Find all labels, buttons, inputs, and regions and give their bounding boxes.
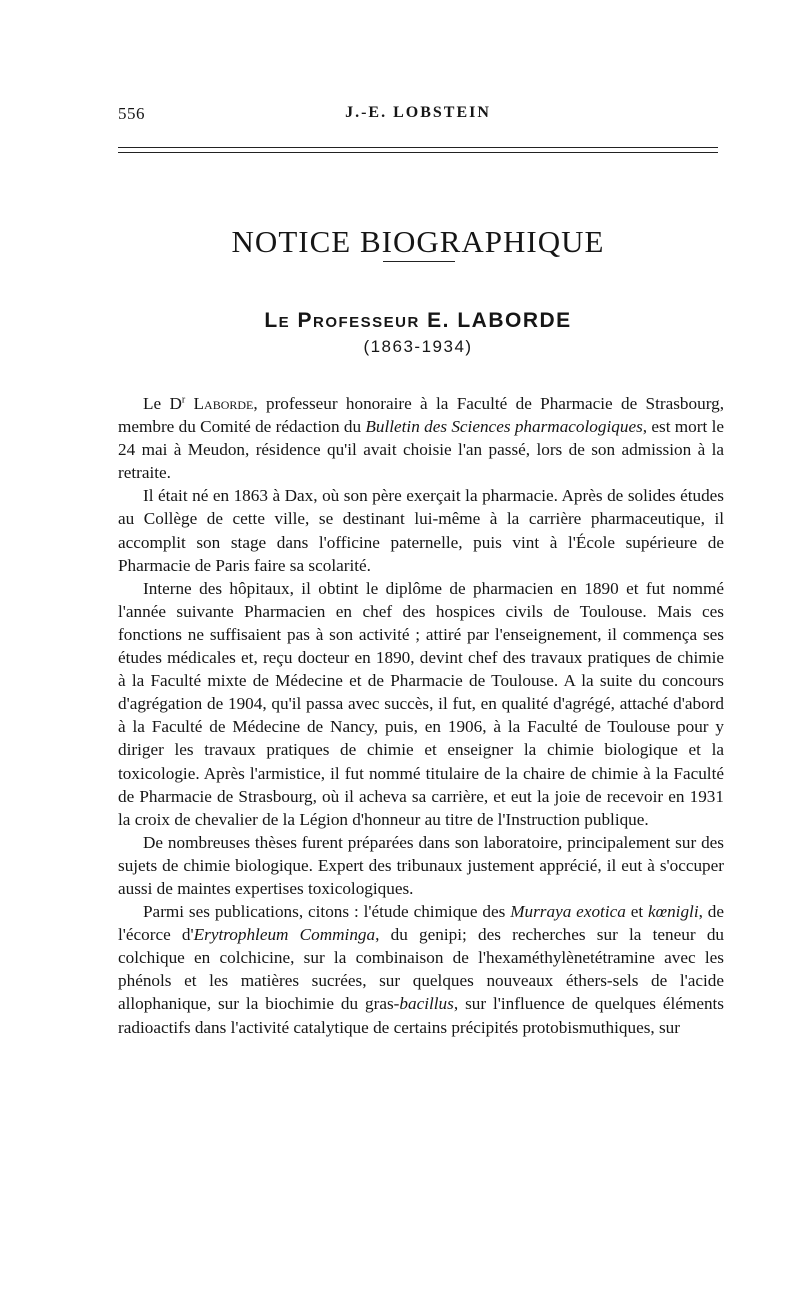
body-paragraph [118,392,724,484]
italic-text: Bulletin des Sciences pharmacologiques [365,417,643,437]
text-run: et [625,902,648,922]
subject-name: Le Professeur E. LABORDE [264,309,572,332]
italic-text: bacillus [399,994,454,1014]
subject-dates: (1863-1934) [363,337,473,356]
text-run: Interne des hôpitaux, il obtint le diplôme de pharmacien en 1890 et fut nommé l'année suivante Pharmacien en chef des hospices civils de Toulouse. Mais ces fonctions ne suffisaient pas à son activité ; attiré par l'enseignement, il commença ses études médicales et, reçu docteur en 1890, devint chef des travaux pratiques de chimie à la Faculté mixte de Médecine et de Pharmacie de Toulouse. A la suite du concours d'agrégation de 1904, qu'il passa avec succès, il fut, en qualité d'agrégé, attaché d'abord à la Faculté de Médecine de Nancy, puis, en 1906, à la Faculté de Toulouse pour y diriger les travaux pratiques de chimie et enseigner la chimie biologique et la toxicologie. Après l'armistice, il fut nommé titulaire de la chaire de chimie à la Faculté de Pharmacie de Strasbourg, où il acheva sa carrière, et eut la joie de recevoir en 1931 la croix de chevalier de la Légion d'honneur au titre de l'Instruction publique. [118,578,724,829]
header-rule-bottom [118,152,718,153]
italic-text: Murraya exotica [510,902,626,922]
header-rule-top [118,147,718,148]
italic-text: kœnigli [647,902,699,922]
body-paragraph [118,900,724,1039]
text-run: De nombreuses thèses furent préparées dans son laboratoire, principalement sur des sujets de chimie biologique. Expert des tribunaux justement apprécié, il eut à s'occuper aussi de maintes expertises toxicologiques. [118,832,724,898]
title-divider [383,261,455,262]
running-head [118,104,718,128]
body-paragraph [118,577,724,831]
body-paragraph [118,831,724,900]
text-run: Parmi ses publications, citons : l'étude chimique des [143,902,511,922]
body-paragraph [118,484,724,576]
text-run: , professeur honoraire à la Faculté de Pharmacie de Strasbourg, membre du Comité de rédaction du [118,394,724,437]
article-body [118,392,724,1039]
text-run: Le D [143,394,182,413]
page-number: 556 [118,104,145,123]
running-title: J.-E. LOBSTEIN [345,104,491,121]
smallcaps-name: Laborde [193,394,254,413]
text-run: , de l'écorce d' [118,902,724,945]
text-run: , du genipi; des recherches sur la teneur du colchique en colchicine, sur la combinaison de l'hexaméthylènetétramine avec les phénols et les matières sucrées, sur quelques nouveaux éthers-sels de l'acide allophanique, sur la biochimie du gras- [118,925,725,1014]
superscript: r [181,394,186,406]
text-run [185,394,193,413]
italic-text: Erytrophleum Comminga [193,925,376,945]
notice-title: NOTICE BIOGRAPHIQUE [231,223,605,259]
text-run: , est mort le 24 mai à Meudon, résidence qu'il avait choisie l'an passé, lors de son admission à la retraite. [118,417,724,483]
text-run: , sur l'influence de quelques éléments radioactifs dans l'activité catalytique de certains précipités protobismuthiques, sur [118,994,724,1037]
text-run: Il était né en 1863 à Dax, où son père exerçait la pharmacie. Après de solides études au Collège de cette ville, se destinant lui-même à la carrière pharmaceutique, il accomplit son stage dans l'officine paternelle, puis vint à l'École supérieure de Pharmacie de Paris faire sa scolarité. [118,486,724,575]
